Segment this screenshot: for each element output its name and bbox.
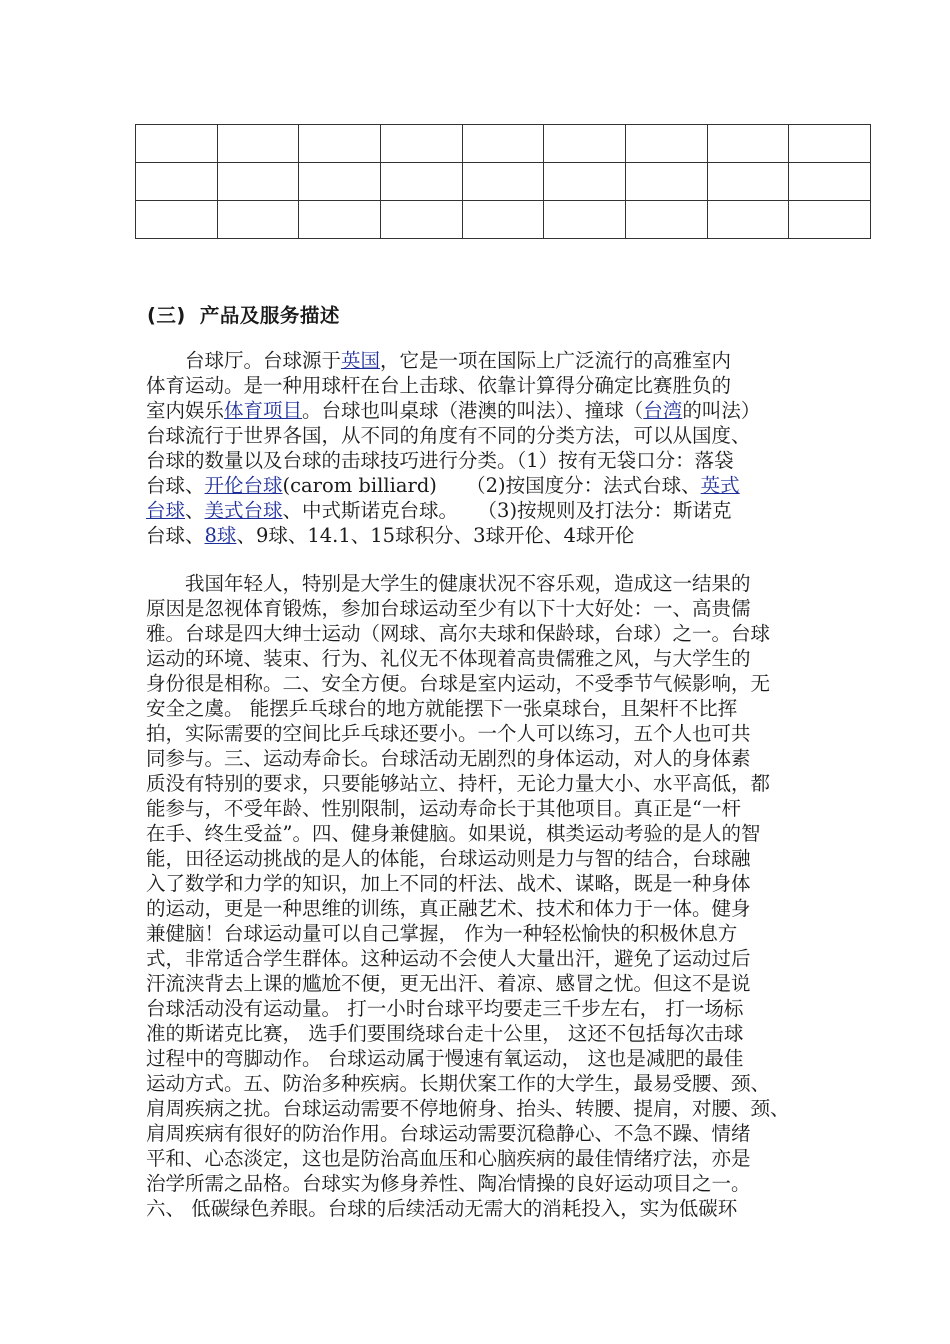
text-line: 身份很是相称。二、安全方便。台球是室内运动，不受季节气候影响，无 [146, 672, 771, 695]
table-cell [462, 163, 544, 201]
table-cell [299, 125, 381, 163]
paragraph-billiards-intro [146, 348, 866, 548]
table-cell [625, 125, 707, 163]
table-cell [789, 201, 871, 239]
text-segment: 台球、 [146, 524, 205, 547]
text-segment: 室内娱乐 [146, 399, 225, 422]
text-line: 能，田径运动挑战的是人的体能，台球运动则是力与智的结合，台球融 [146, 847, 751, 870]
inline-link[interactable]: 英国 [341, 349, 381, 372]
table-cell [136, 201, 218, 239]
text-line [146, 423, 866, 448]
table-cell [707, 125, 789, 163]
text-line: 雅。台球是四大绅士运动（网球、高尔夫球和保龄球，台球）之一。台球 [146, 622, 771, 645]
text-line [146, 398, 866, 423]
text-segment: 台球、 [146, 474, 205, 497]
grid-table-body [136, 125, 871, 239]
paragraph-billiards-benefits [146, 571, 866, 1221]
table-cell [625, 201, 707, 239]
text-line [146, 473, 866, 498]
text-line [146, 448, 866, 473]
text-line: 平和、心态淡定，这也是防治高血压和心脑疾病的最佳情绪疗法，亦是 [146, 1147, 751, 1170]
text-line: 安全之虞。 能摆乒乓球台的地方就能摆下一张桌球台，且架杆不比挥 [146, 697, 738, 720]
text-segment: 台球流行于世界各国，从不同的角度有不同的分类方法，可以从国度、 [146, 424, 751, 447]
text-line [146, 498, 866, 523]
section-title: 产品及服务描述 [199, 304, 340, 327]
text-segment: 台球厅。台球源于 [146, 349, 342, 372]
table-cell [544, 163, 626, 201]
inline-link[interactable]: 8球 [204, 524, 237, 547]
table-cell [462, 125, 544, 163]
table-cell [625, 163, 707, 201]
table-cell [789, 163, 871, 201]
text-line: 兼健脑！台球运动量可以自己掌握， 作为一种轻松愉快的积极休息方 [146, 922, 738, 945]
text-line: 在手、终生受益”。四、健身兼健脑。如果说，棋类运动考验的是人的智 [146, 822, 761, 845]
table-cell [380, 163, 462, 201]
table-cell [136, 125, 218, 163]
section-number: (三) [147, 304, 186, 327]
table-cell [707, 163, 789, 201]
section-heading [147, 300, 340, 328]
text-segment: 台球的数量以及台球的击球技巧进行分类。（1）按有无袋口分：落袋 [146, 449, 734, 472]
text-line: 准的斯诺克比赛， 选手们要围绕球台走十公里， 这还不包括每次击球 [146, 1022, 744, 1045]
text-segment: 的叫法） [682, 399, 761, 422]
table-cell [544, 125, 626, 163]
table-cell [217, 125, 299, 163]
text-segment: 。台球也叫桌球（港澳的叫法）、撞球（ [302, 399, 644, 422]
text-line: 质没有特别的要求，只要能够站立、持杆，无论力量大小、水平高低，都 [146, 772, 771, 795]
text-line: 同参与。三、运动寿命长。台球活动无剧烈的身体运动，对人的身体素 [146, 747, 751, 770]
text-line: 肩周疾病有很好的防治作用。台球运动需要沉稳静心、不急不躁、情绪 [146, 1122, 751, 1145]
inline-link[interactable]: 开伦台球 [204, 474, 283, 497]
text-line [146, 523, 866, 548]
table-cell [217, 163, 299, 201]
inline-link[interactable]: 体育项目 [224, 399, 303, 422]
text-line: 肩周疾病之扰。台球运动需要不停地俯身、抬头、转腰、提肩，对腰、颈、 [146, 1097, 790, 1120]
empty-grid-table [135, 124, 871, 239]
table-row [136, 163, 871, 201]
table-cell [707, 201, 789, 239]
text-line: 运动方式。五、防治多种疾病。长期伏案工作的大学生，最易受腰、颈、 [146, 1072, 771, 1095]
text-line: 能参与，不受年龄、性别限制，运动寿命长于其他项目。真正是“一杆 [146, 797, 741, 820]
inline-link[interactable]: 台球 [146, 499, 186, 522]
table-cell [380, 201, 462, 239]
text-line [146, 373, 866, 398]
text-line: 过程中的弯脚动作。 台球运动属于慢速有氧运动， 这也是减肥的最佳 [146, 1047, 744, 1070]
text-segment: 、 [185, 499, 205, 522]
table-cell [789, 125, 871, 163]
text-line: 台球活动没有运动量。 打一小时台球平均要走三千步左右， 打一场标 [146, 997, 744, 1020]
inline-link[interactable]: 台湾 [643, 399, 683, 422]
text-line [146, 348, 866, 373]
text-segment: 、9球、14.1、15球积分、3球开伦、4球开伦 [236, 524, 635, 547]
text-line: 拍，实际需要的空间比乒乓球还要小。一个人可以练习，五个人也可共 [146, 722, 751, 745]
text-line: 运动的环境、装束、行为、礼仪无不体现着高贵儒雅之风，与大学生的 [146, 647, 751, 670]
text-line: 六、 低碳绿色养眼。台球的后续活动无需大的消耗投入，实为低碳环 [146, 1197, 738, 1220]
text-segment: (carom billiard) （2)按国度分：法式台球、 [282, 474, 701, 497]
table-cell [299, 201, 381, 239]
text-segment: 体育运动。是一种用球杆在台上击球、依靠计算得分确定比赛胜负的 [146, 374, 732, 397]
text-line: 式，非常适合学生群体。这种运动不会使人大量出汗，避免了运动过后 [146, 947, 751, 970]
text-line: 治学所需之品格。台球实为修身养性、陶冶情操的良好运动项目之一。 [146, 1172, 751, 1195]
table-cell [299, 163, 381, 201]
text-line: 原因是忽视体育锻炼，参加台球运动至少有以下十大好处：一、高贵儒 [146, 597, 751, 620]
table-cell [380, 125, 462, 163]
text-line: 入了数学和力学的知识，加上不同的杆法、战术、谋略，既是一种身体 [146, 872, 751, 895]
inline-link[interactable]: 英式 [700, 474, 740, 497]
text-segment: ，它是一项在国际上广泛流行的高雅室内 [380, 349, 732, 372]
text-line: 汗流浃背去上课的尴尬不便，更无出汗、着凉、感冒之忧。但这不是说 [146, 972, 751, 995]
table-cell [217, 201, 299, 239]
inline-link[interactable]: 美式台球 [204, 499, 283, 522]
table-row [136, 201, 871, 239]
table-row [136, 125, 871, 163]
text-line: 的运动，更是一种思维的训练，真正融艺术、技术和体力于一体。健身 [146, 897, 751, 920]
text-segment: 、中式斯诺克台球。 （3)按规则及打法分：斯诺克 [282, 499, 732, 522]
table-cell [544, 201, 626, 239]
text-line: 我国年轻人，特别是大学生的健康状况不容乐观，造成这一结果的 [146, 572, 751, 595]
table-cell [136, 163, 218, 201]
table-cell [462, 201, 544, 239]
